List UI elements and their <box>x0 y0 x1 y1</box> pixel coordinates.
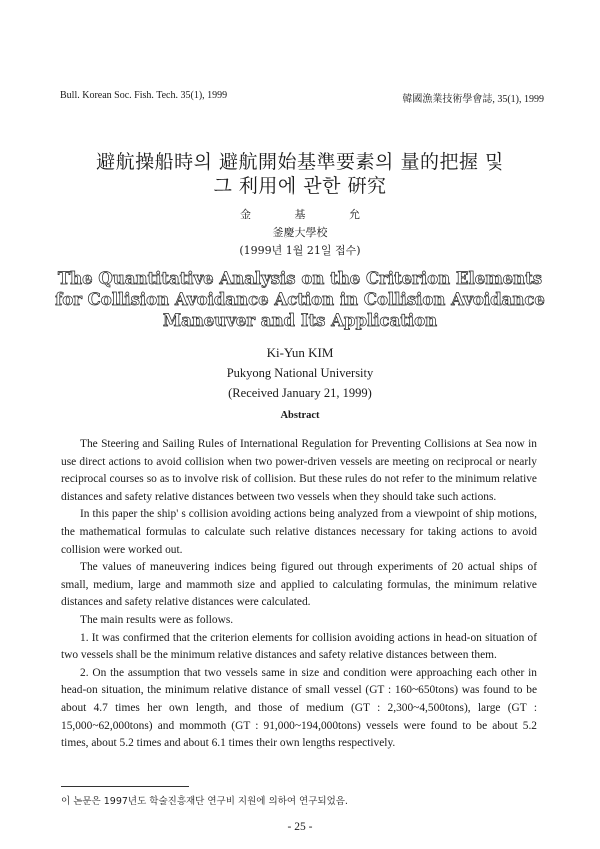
funding-footnote: 이 논문은 1997년도 학술진흥재단 연구비 지원에 의하여 연구되었음. <box>61 796 348 807</box>
footnote-divider <box>61 786 189 787</box>
running-header <box>60 90 544 105</box>
korean-title-line: 避航操船時의 避航開始基準要素의 量的把握 및 <box>96 151 504 173</box>
page-number: - 25 - <box>287 821 313 833</box>
abstract-paragraph: 1. It was confirmed that the criterion elements for collision avoiding actions in head-on situation of two vessels shall be the minimum relative distances and safety relative distances between them. <box>61 631 537 662</box>
abstract-paragraph: 2. On the assumption that two vessels same in size and condition were approaching each other in head-on situation, the minimum relative distance of small vessel (GT : 160~650tons) was found to be about 4.7 times her own length, and those of medium (GT : 2,300~4,500tons), large (GT : 15,000~62,000tons) and mommoth (GT : 91,000~194,000tons) vessels were found to be about 5.2 times, about 5.2 times and about 6.1 times their own lengths respectively. <box>61 666 537 750</box>
korean-title <box>0 150 600 198</box>
abstract-body <box>61 436 537 753</box>
journal-citation-korean: 韓國漁業技術學會誌, 35(1), 1999 <box>402 94 544 105</box>
english-title-line: for Collision Avoidance Action in Collision Avoidance <box>55 290 545 309</box>
abstract-paragraph: The values of maneuvering indices being figured out through experiments of 20 actual ships of small, medium, large and mammoth size and applied to calculating formulas, the minimum relative distances and safety relative distances were calculated. <box>61 561 537 609</box>
english-title <box>0 268 600 331</box>
journal-citation-english: Bull. Korean Soc. Fish. Tech. 35(1), 1999 <box>60 90 228 101</box>
abstract-paragraph: The Steering and Sailing Rules of International Regulation for Preventing Collisions at Sea now in use direct actions to avoid collision when two power-driven vessels are meeting on reciprocal or nearly reciprocal courses so as to involve risk of collision. But these rules do not refer to the minimum relative distances and safety relative distances between two vessels when they should take such actions. <box>61 438 537 503</box>
korean-affiliation: 釜慶大學校 <box>272 226 328 239</box>
english-title-line: Maneuver and Its Application <box>162 311 438 330</box>
abstract-heading: Abstract <box>280 410 320 421</box>
korean-received-date: (1999년 1월 21일 접수) <box>239 244 361 257</box>
abstract-paragraph: The main results were as follows. <box>80 613 234 626</box>
english-received-date: (Received January 21, 1999) <box>228 386 372 400</box>
english-affiliation: Pukyong National University <box>226 366 374 380</box>
abstract-paragraph: In this paper the ship' s collision avoiding actions being analyzed from a viewpoint of ship motions, the mathematical formulas to calculate such relative distances necessary for taking actions to avoid collision were worked out. <box>61 508 537 556</box>
english-title-line: The Quantitative Analysis on the Criterion Elements <box>57 269 543 288</box>
korean-author: 金 基 允 <box>240 208 360 221</box>
korean-title-line: 그 利用에 관한 硏究 <box>213 175 387 197</box>
english-author: Ki-Yun KIM <box>266 345 334 360</box>
